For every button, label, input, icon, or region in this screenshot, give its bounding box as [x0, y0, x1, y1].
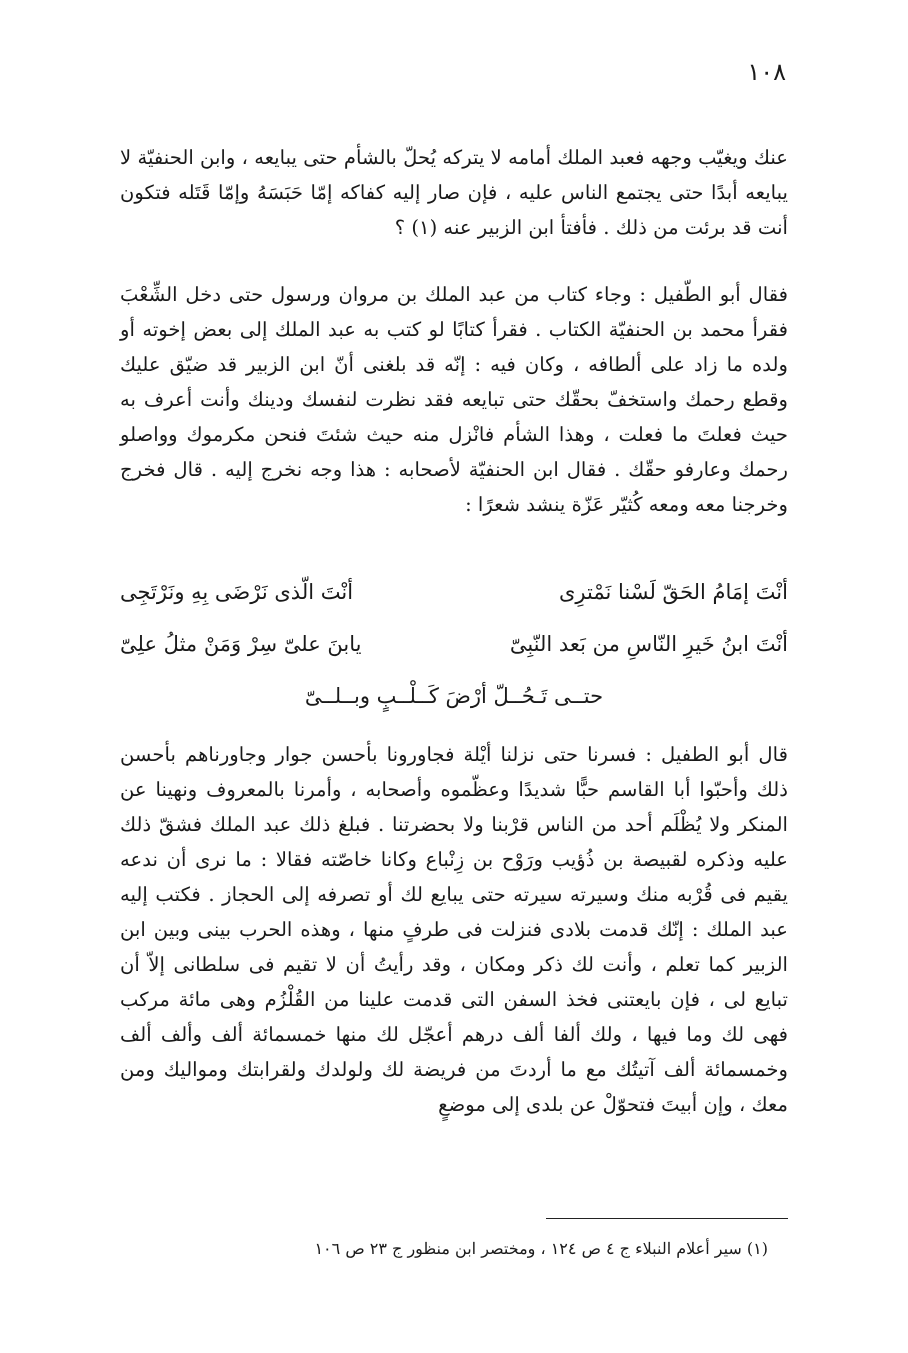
poem-verse [120, 684, 788, 728]
paragraph-3 [120, 737, 788, 1122]
page-number: ١٠٨ [747, 58, 786, 86]
verse-first-hemistich: أنْتَ إمَامُ الحَقّ لَسْنا نَمْترِى [558, 580, 788, 604]
paragraph-2 [120, 277, 788, 522]
paragraph-text: فقال أبو الطّفيل : وجاء كتاب من عبد الملك بن مروان ورسول حتى دخل الشِّعْبَ فقرأ محمد بن الحنفيّة الكتاب . فقرأ كتابًا لو كتب به عبد الملك إلى بعض إخوته أو ولده ما زاد على ألطافه ، وكان فيه : إنّه قد بلغنى أنّ ابن الزبير قد ضيّق عليك وقطع رحمك واستخفّ بحقّك حتى تبايعه فقد نظرت لنفسك ودينك وأنت أعرف به حيث فعلتَ ما فعلت ، وهذا الشأم فانْزل منه حيث شئتَ فنحن مكرموك وواصلو رحمك وعارفو حقّك . فقال ابن الحنفيّة لأصحابه : هذا وجه نخرج إليه . قال فخرج وخرجنا معه ومعه كُثيّر عَزّة ينشد شعرًا : [120, 283, 788, 516]
paragraph-text: عنك ويغيّب وجهه فعبد الملك أمامه لا يتركه يُحلّ بالشأم حتى يبايعه ، وابن الحنفيّة لا يبايعه أبدًا حتى يجتمع الناس عليه ، فإن صار إليه كفاكه إمّا حَبَسَهُ وإمّا قَتَله فتكون أنت قد برئت من ذلك . فأفتأ ابن الزبير عنه (١) ؟ [120, 146, 788, 239]
verse-single-line: حتــى تَـحُــلّ أرْضَ كَــلْــبٍ وبــلــىّ [304, 684, 604, 708]
verse-second-hemistich: يابنَ علىّ سِرْ وَمَنْ مثلُ علِىّ [120, 632, 362, 656]
verse-first-hemistich: أنْتَ ابنُ خَيرِ النّاسِ من بَعد النّبِىّ [509, 632, 788, 656]
poem-verse [120, 580, 788, 624]
verse-second-hemistich: أنْتَ الّذى نَرْضَى بِهِ ونَرْتَجِى [120, 580, 354, 604]
paragraph-text: قال أبو الطفيل : فسرنا حتى نزلنا أيْلة فجاورونا بأحسن جوار وجاورناهم بأحسن ذلك وأحبّوا أبا القاسم حبًّا شديدًا وعظّموه وأصحابه ، وأمرنا بالمعروف ونهينا عن المنكر ولا يُظْلَم أحد من الناس قرْبنا ولا بحضرتنا . فبلغ ذلك عبد الملك فشقّ ذلك عليه وذكره لقبيصة بن ذُؤيب ورَوْح بن زِنْباع وكانا خاصّته فقالا : ما نرى أن ندعه يقيم فى قُرْبه منك وسيرته سيرته حتى يبايع لك أو تصرفه إلى الحجاز . فكتب إليه عبد الملك : إنّك قدمت بلادى فنزلت فى طرفٍ منها ، وهذه الحرب بينى وبين ابن الزبير كما تعلم ، وأنت لك ذكر ومكان ، وقد رأيتُ أن لا تقيم فى سلطانى إلاّ أن تبايع لى ، فإن بايعتنى فخذ السفن التى قدمت علينا من القُلْزُم وهى مائة مركب فهى لك وما فيها ، ولك ألفا ألف درهم أعجّل لك منها خمسمائة ألف وألف ألف وخمسمائة ألف آتيتُك مع ما أردتَ من فريضة لك ولولدك ولقرابتك ومواليك ومن معك ، وإن أبيتَ فتحوّلْ عن بلدى إلى موضعٍ [120, 743, 789, 1116]
paragraph-1 [120, 140, 788, 245]
footnote-separator [546, 1218, 788, 1219]
footnote: (١) سير أعلام النبلاء ج ٤ ص ١٢٤ ، ومختصر ابن منظور ج ٢٣ ص ١٠٦ [314, 1239, 768, 1258]
poem-verse [120, 632, 788, 676]
